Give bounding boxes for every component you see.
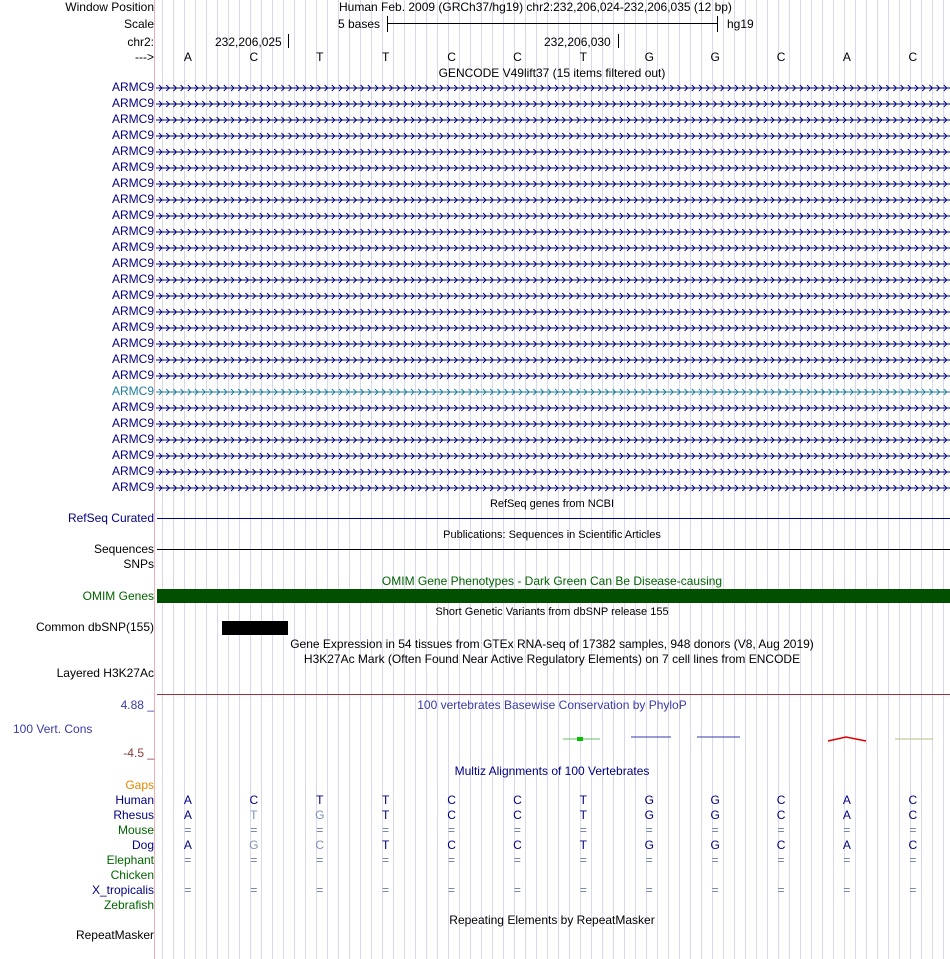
species-base: = xyxy=(843,823,851,837)
gencode-item-label[interactable]: ARMC9 xyxy=(111,368,154,382)
species-base: = xyxy=(843,883,851,897)
species-base: G xyxy=(315,808,325,822)
h3k27ac-label[interactable]: Layered H3K27Ac xyxy=(56,666,154,680)
reference-base: G xyxy=(644,50,654,64)
species-base: = xyxy=(777,823,785,837)
strand-arrow-label: ---> xyxy=(135,50,154,64)
species-base: = xyxy=(645,823,653,837)
species-label[interactable]: X_tropicalis xyxy=(91,883,154,897)
gencode-item-label[interactable]: ARMC9 xyxy=(111,272,154,286)
species-base: = xyxy=(316,883,324,897)
species-label[interactable]: Human xyxy=(115,793,154,807)
scale-label: Scale xyxy=(123,17,154,31)
species-base: = xyxy=(250,853,258,867)
species-base: = xyxy=(579,853,587,867)
species-base: = xyxy=(513,883,521,897)
gencode-item-label[interactable]: ARMC9 xyxy=(111,448,154,462)
gencode-item-label[interactable]: ARMC9 xyxy=(111,464,154,478)
snps-label[interactable]: SNPs xyxy=(123,557,154,571)
gtex-track-title[interactable]: Gene Expression in 54 tissues from GTEx RNA-seq of 17382 samples, 948 donors (V8, Aug 2019) xyxy=(290,637,814,651)
reference-base: C xyxy=(447,50,456,64)
conservation-label[interactable]: 100 Vert. Cons xyxy=(13,722,93,736)
gencode-item-label[interactable]: ARMC9 xyxy=(111,160,154,174)
species-base: G xyxy=(644,793,654,807)
species-label[interactable]: Chicken xyxy=(110,868,154,882)
species-base: = xyxy=(579,883,587,897)
gencode-item-label[interactable]: ARMC9 xyxy=(111,256,154,270)
species-base: = xyxy=(382,853,390,867)
reference-base: T xyxy=(579,50,588,64)
gencode-item-label[interactable]: ARMC9 xyxy=(111,80,154,94)
gencode-item-label[interactable]: ARMC9 xyxy=(111,416,154,430)
species-base: G xyxy=(644,808,654,822)
species-base: G xyxy=(644,838,654,852)
species-base: = xyxy=(250,823,258,837)
species-label[interactable]: Mouse xyxy=(117,823,154,837)
gencode-item-label[interactable]: ARMC9 xyxy=(111,240,154,254)
species-base: A xyxy=(183,838,192,852)
species-base: G xyxy=(710,838,720,852)
refseq-label[interactable]: RefSeq Curated xyxy=(67,511,154,525)
gencode-item-label[interactable]: ARMC9 xyxy=(111,480,154,494)
species-base: T xyxy=(579,808,588,822)
reference-base: G xyxy=(710,50,720,64)
reference-base: A xyxy=(183,50,192,64)
species-base: = xyxy=(513,853,521,867)
species-base: = xyxy=(448,823,456,837)
species-base: = xyxy=(711,883,719,897)
gencode-item-label[interactable]: ARMC9 xyxy=(111,384,154,398)
gencode-item-label[interactable]: ARMC9 xyxy=(111,224,154,238)
gencode-item-label[interactable]: ARMC9 xyxy=(111,400,154,414)
multiz-track-title[interactable]: Multiz Alignments of 100 Vertebrates xyxy=(454,764,650,778)
species-base: C xyxy=(513,793,522,807)
species-base: T xyxy=(579,793,588,807)
reference-base: C xyxy=(513,50,522,64)
species-base: = xyxy=(645,853,653,867)
species-base: = xyxy=(184,883,192,897)
gencode-item-label[interactable]: ARMC9 xyxy=(111,144,154,158)
species-base: A xyxy=(183,808,192,822)
species-label[interactable]: Rhesus xyxy=(113,808,154,822)
gencode-item-label[interactable]: ARMC9 xyxy=(111,112,154,126)
h3k27ac-track-title[interactable]: H3K27Ac Mark (Often Found Near Active Regulatory Elements) on 7 cell lines from ENCODE xyxy=(303,652,801,666)
gencode-item-label[interactable]: ARMC9 xyxy=(111,288,154,302)
species-base: C xyxy=(908,793,918,807)
gencode-item-label[interactable]: ARMC9 xyxy=(111,96,154,110)
species-base: G xyxy=(710,793,720,807)
species-base: C xyxy=(447,793,456,807)
species-base: T xyxy=(579,838,588,852)
species-base: G xyxy=(710,808,720,822)
gencode-item-label[interactable]: ARMC9 xyxy=(111,208,154,222)
species-base: = xyxy=(184,823,192,837)
species-base: T xyxy=(381,808,390,822)
gencode-item-label[interactable]: ARMC9 xyxy=(111,192,154,206)
conservation-max-value: 4.88 _ xyxy=(120,698,154,712)
dbsnp-track-title[interactable]: Short Genetic Variants from dbSNP release 155 xyxy=(435,606,669,618)
repeatmasker-label[interactable]: RepeatMasker xyxy=(75,928,154,942)
repeatmasker-track-title[interactable]: Repeating Elements by RepeatMasker xyxy=(449,913,655,927)
species-base: A xyxy=(842,838,851,852)
reference-base: T xyxy=(381,50,390,64)
species-base: C xyxy=(315,838,325,852)
species-base: C xyxy=(447,838,456,852)
refseq-track-title[interactable]: RefSeq genes from NCBI xyxy=(489,498,615,510)
species-base: T xyxy=(381,793,390,807)
reference-base: C xyxy=(776,50,786,64)
species-base: = xyxy=(513,823,521,837)
species-base: = xyxy=(250,883,258,897)
species-label[interactable]: Zebrafish xyxy=(103,898,154,912)
species-base: = xyxy=(316,853,324,867)
gencode-item-label[interactable]: ARMC9 xyxy=(111,320,154,334)
gencode-item-label[interactable]: ARMC9 xyxy=(111,176,154,190)
species-base: = xyxy=(645,883,653,897)
species-base: = xyxy=(777,883,785,897)
species-base: = xyxy=(843,853,851,867)
species-label[interactable]: Elephant xyxy=(106,853,154,867)
db-label: hg19 xyxy=(727,17,754,31)
species-base: = xyxy=(711,823,719,837)
reference-base: A xyxy=(842,50,851,64)
gencode-track-title[interactable]: GENCODE V49lift37 (15 items filtered out) xyxy=(438,66,666,80)
scale-bar-text: 5 bases xyxy=(338,17,381,31)
species-base: C xyxy=(776,808,786,822)
publications-track-title[interactable]: Publications: Sequences in Scientific Articles xyxy=(443,529,661,541)
gaps-label[interactable]: Gaps xyxy=(125,778,154,792)
conservation-min-value: -4.5 _ xyxy=(123,746,154,760)
omim-track-title[interactable]: OMIM Gene Phenotypes - Dark Green Can Be Disease-causing xyxy=(381,574,723,588)
species-base: = xyxy=(316,823,324,837)
reference-base: C xyxy=(908,50,918,64)
dbsnp-label[interactable]: Common dbSNP(155) xyxy=(35,620,154,634)
species-base: G xyxy=(249,838,259,852)
species-base: C xyxy=(776,793,786,807)
gencode-item-label[interactable]: ARMC9 xyxy=(111,336,154,350)
assembly-position-text: Human Feb. 2009 (GRCh37/hg19) chr2:232,206,024-232,206,035 (12 bp) xyxy=(339,0,732,14)
gencode-item-label[interactable]: ARMC9 xyxy=(111,128,154,142)
species-base: A xyxy=(183,793,192,807)
omim-label[interactable]: OMIM Genes xyxy=(82,589,154,603)
species-base: = xyxy=(184,853,192,867)
species-base: C xyxy=(908,808,918,822)
window-position-label: Window Position xyxy=(65,0,154,14)
gencode-item-label[interactable]: ARMC9 xyxy=(111,304,154,318)
gencode-item-label[interactable]: ARMC9 xyxy=(111,352,154,366)
species-base: = xyxy=(909,823,917,837)
gencode-item-label[interactable]: ARMC9 xyxy=(111,432,154,446)
species-base: C xyxy=(513,838,522,852)
species-base: C xyxy=(513,808,522,822)
species-base: = xyxy=(382,823,390,837)
reference-base: C xyxy=(249,50,259,64)
reference-base: T xyxy=(316,50,324,64)
species-base: C xyxy=(249,793,259,807)
species-label[interactable]: Dog xyxy=(131,838,154,852)
species-base: = xyxy=(382,883,390,897)
species-base: C xyxy=(447,808,456,822)
species-base: = xyxy=(711,853,719,867)
species-base: = xyxy=(579,823,587,837)
chrom-label: chr2: xyxy=(127,35,154,49)
species-base: = xyxy=(909,883,917,897)
species-base: A xyxy=(842,793,851,807)
coord-tick-left: 232,206,025 xyxy=(215,35,282,49)
coord-tick-right: 232,206,030 xyxy=(544,35,611,49)
species-base: = xyxy=(448,853,456,867)
species-base: C xyxy=(776,838,786,852)
species-base: = xyxy=(909,853,917,867)
species-base: C xyxy=(908,838,918,852)
conservation-track-title[interactable]: 100 vertebrates Basewise Conservation by PhyloP xyxy=(417,698,687,712)
species-base: T xyxy=(316,793,324,807)
sequences-label[interactable]: Sequences xyxy=(93,542,154,556)
species-base: T xyxy=(381,838,390,852)
species-base: A xyxy=(842,808,851,822)
species-base: = xyxy=(448,883,456,897)
species-base: T xyxy=(250,808,258,822)
species-base: = xyxy=(777,853,785,867)
